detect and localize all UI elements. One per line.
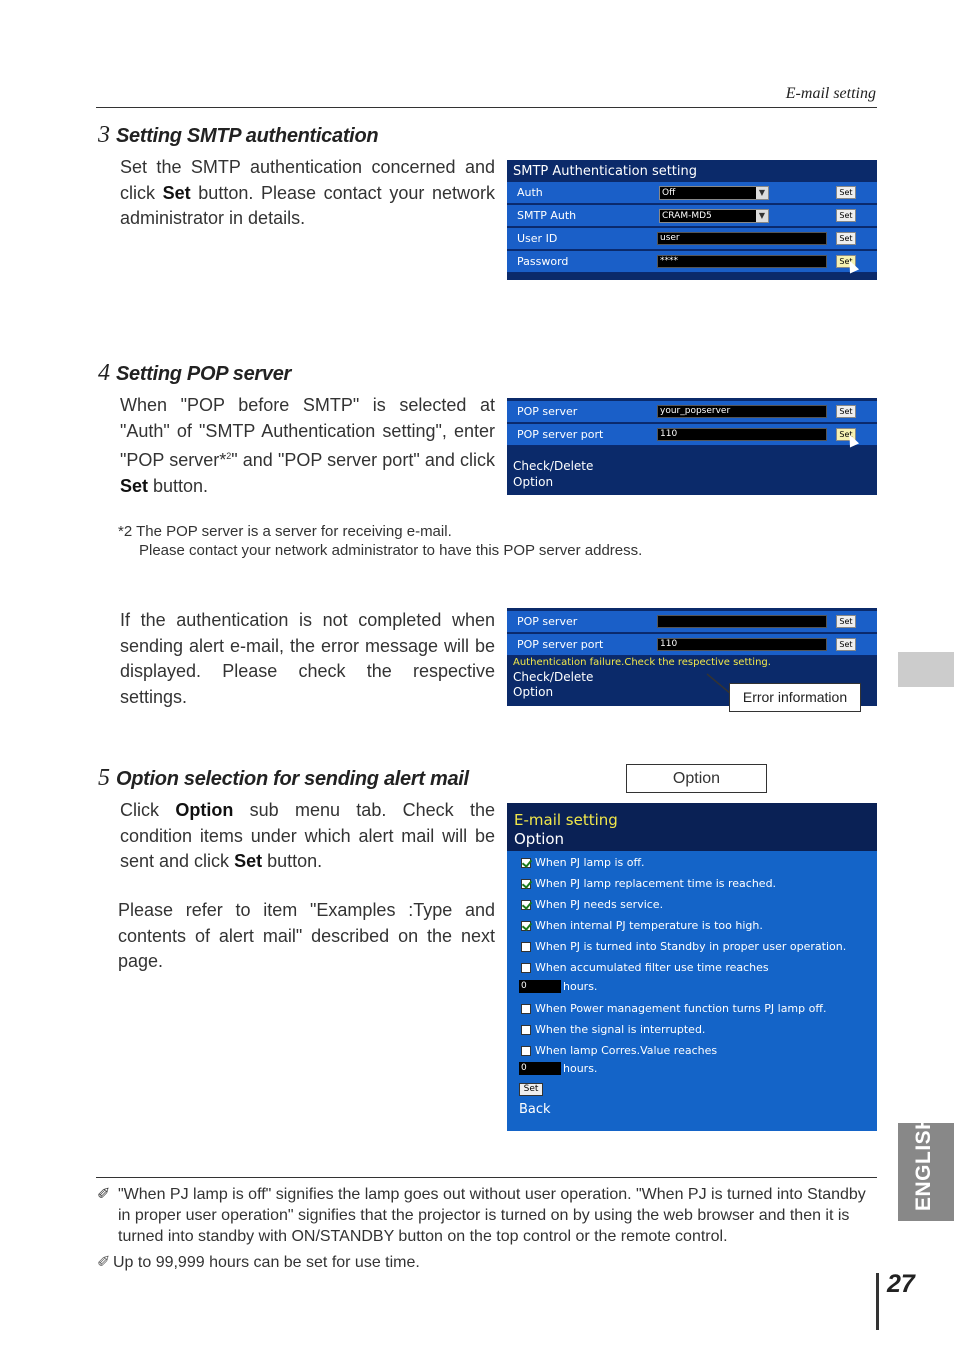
step-number: 4 <box>98 360 110 386</box>
row-label: User ID <box>517 232 558 245</box>
set-button[interactable]: Set <box>836 255 856 268</box>
set-button[interactable]: Set <box>836 186 856 199</box>
step-3-instructions <box>120 155 495 232</box>
text-segment: Set the SMTP authentication concerned and click <box>120 157 495 203</box>
option-item[interactable] <box>521 856 645 869</box>
menu-check-delete[interactable]: Check/Delete <box>513 670 594 684</box>
note-text: Up to 99,999 hours can be set for use time. <box>113 1254 420 1271</box>
lamp-hours-input[interactable]: 0 <box>519 1062 561 1075</box>
footnote-line-2: Please contact your network administrator to have this POP server address. <box>139 542 643 559</box>
row-label: POP server <box>517 405 578 418</box>
set-button[interactable]: Set <box>519 1083 543 1096</box>
row-label: Password <box>517 255 569 268</box>
pop-port-input[interactable]: 110 <box>657 638 827 651</box>
hours-label: hours. <box>563 980 598 993</box>
smtp-row-user-id <box>507 228 877 250</box>
text-segment: sub menu tab. Check the condition items under which alert mail will be sent and click <box>120 800 496 871</box>
step-5-heading <box>98 765 469 792</box>
smtp-row-auth <box>507 182 877 204</box>
checkbox[interactable] <box>521 1004 531 1014</box>
back-link[interactable]: Back <box>519 1102 551 1117</box>
pop-port-input[interactable]: 110 <box>657 428 827 441</box>
page-number: 27 <box>887 1270 915 1298</box>
step-title: Setting POP server <box>116 363 292 385</box>
checkbox[interactable] <box>521 858 531 868</box>
note-2 <box>97 1252 420 1273</box>
header-rule <box>96 107 877 108</box>
checkbox[interactable] <box>521 900 531 910</box>
error-row-port <box>507 634 877 656</box>
error-information-callout: Error information <box>729 683 861 712</box>
checkbox[interactable] <box>521 921 531 931</box>
email-option-screenshot <box>507 803 877 1131</box>
pop-row-server <box>507 401 877 423</box>
text-segment: button. <box>148 475 209 496</box>
option-label: When PJ needs service. <box>535 898 664 911</box>
step-4-instructions <box>120 393 495 499</box>
pop-server-screenshot <box>507 398 877 495</box>
step-5-reference: Please refer to item "Examples :Type and contents of alert mail" described on the next page. <box>118 900 495 971</box>
hours-label: hours. <box>563 1062 598 1075</box>
option-label-box: Option <box>626 764 767 793</box>
step-3-heading <box>98 122 378 149</box>
set-keyword: Set <box>120 475 149 496</box>
header-section-label: E-mail setting <box>785 85 876 102</box>
pencil-icon: ✐ <box>97 1186 111 1203</box>
set-button[interactable]: Set <box>836 638 856 651</box>
option-item[interactable] <box>521 1002 826 1015</box>
row-label: POP server <box>517 615 578 628</box>
menu-option[interactable]: Option <box>513 475 554 489</box>
step-title: Setting SMTP authentication <box>116 125 379 147</box>
step-number: 3 <box>98 122 110 148</box>
checkbox[interactable] <box>521 963 531 973</box>
menu-check-delete[interactable]: Check/Delete <box>513 459 594 473</box>
error-row-server <box>507 611 877 633</box>
option-item[interactable] <box>521 898 663 911</box>
option-label: When the signal is interrupted. <box>535 1023 706 1036</box>
text-segment: Click <box>120 800 176 820</box>
set-keyword: Set <box>162 182 191 203</box>
email-panel-subtitle: Option <box>514 830 565 848</box>
pencil-icon: ✐ <box>97 1254 111 1271</box>
pop-server-input[interactable] <box>657 615 827 628</box>
password-input[interactable]: **** <box>657 255 827 268</box>
pop-server-input[interactable]: your_popserver <box>657 405 827 418</box>
set-button[interactable]: Set <box>836 428 856 441</box>
chevron-down-icon: ▼ <box>756 187 768 199</box>
filter-hours-input[interactable]: 0 <box>519 980 561 993</box>
error-instructions: If the authentication is not completed when sending alert e-mail, the error message will be displayed. Please check the respective settings. <box>120 610 495 707</box>
option-label: When Power management function turns PJ lamp off. <box>535 1002 827 1015</box>
option-label: When PJ lamp is off. <box>535 856 645 869</box>
page-number-bar <box>876 1273 879 1330</box>
set-button[interactable]: Set <box>836 209 856 222</box>
note-text: "When PJ lamp is off" signifies the lamp goes out without user operation. "When PJ is turned into Standby in proper user operation" signifies that the projector is turned on by using the web browser and then it is turned into standby with ON/STANDBY button on the top control or the remote control. <box>118 1186 866 1245</box>
chevron-down-icon: ▼ <box>756 210 768 222</box>
select-value: Off <box>662 188 676 198</box>
note-1 <box>97 1184 872 1247</box>
menu-option[interactable]: Option <box>513 685 554 699</box>
option-label: When PJ is turned into Standby in proper user operation. <box>535 940 847 953</box>
option-item[interactable] <box>521 1044 717 1057</box>
row-label: Auth <box>517 186 543 199</box>
select-value: CRAM-MD5 <box>662 211 712 221</box>
step-4-heading <box>98 360 291 387</box>
option-keyword: Option <box>175 800 234 820</box>
text-segment: button. <box>262 851 323 871</box>
checkbox[interactable] <box>521 942 531 952</box>
option-item[interactable] <box>521 940 846 953</box>
text-segment: When "POP before SMTP" is selected at "Auth" of "SMTP Authentication setting", enter "POP server* <box>120 395 495 470</box>
email-panel-title: E-mail setting <box>514 811 618 829</box>
smtp-auth-select[interactable] <box>659 209 769 223</box>
step-5-instructions <box>120 798 495 875</box>
footer-rule <box>96 1177 877 1178</box>
auth-select[interactable] <box>659 186 769 200</box>
smtp-row-password <box>507 251 877 273</box>
checkbox[interactable] <box>521 879 531 889</box>
option-item[interactable] <box>521 919 763 932</box>
option-label: When PJ lamp replacement time is reached. <box>535 877 777 890</box>
option-label: When lamp Corres.Value reaches <box>535 1044 718 1057</box>
set-button[interactable]: Set <box>836 232 856 245</box>
option-item[interactable] <box>521 1023 705 1036</box>
option-label: When internal PJ temperature is too high. <box>535 919 763 932</box>
set-button[interactable]: Set <box>836 405 856 418</box>
panel-title: SMTP Authentication setting <box>513 164 698 179</box>
step-number: 5 <box>98 765 110 791</box>
smtp-row-smtp-auth <box>507 205 877 227</box>
row-label: POP server port <box>517 428 604 441</box>
chapter-tab <box>898 652 954 687</box>
text-segment: " and "POP server port" and click <box>231 450 496 470</box>
checkbox[interactable] <box>521 1046 531 1056</box>
user-id-input[interactable]: user <box>657 232 827 245</box>
set-button[interactable]: Set <box>836 615 856 628</box>
text-segment: button. Please contact your network administrator in details. <box>120 182 495 228</box>
set-keyword: Set <box>234 851 263 871</box>
error-message: Authentication failure.Check the respective setting. <box>513 657 771 668</box>
step-title: Option selection for sending alert mail <box>116 768 469 790</box>
option-label: When accumulated filter use time reaches <box>535 961 769 974</box>
footnote-line-1: *2 The POP server is a server for receiving e-mail. <box>118 523 452 540</box>
pop-row-port <box>507 424 877 446</box>
row-label: POP server port <box>517 638 604 651</box>
language-tab <box>898 1114 954 1221</box>
option-item[interactable] <box>521 961 769 974</box>
smtp-auth-screenshot <box>507 160 877 280</box>
language-label: ENGLISH <box>912 1114 935 1211</box>
footnote-marker: 2 <box>226 451 232 461</box>
row-label: SMTP Auth <box>517 209 577 222</box>
option-item[interactable] <box>521 877 776 890</box>
checkbox[interactable] <box>521 1025 531 1035</box>
